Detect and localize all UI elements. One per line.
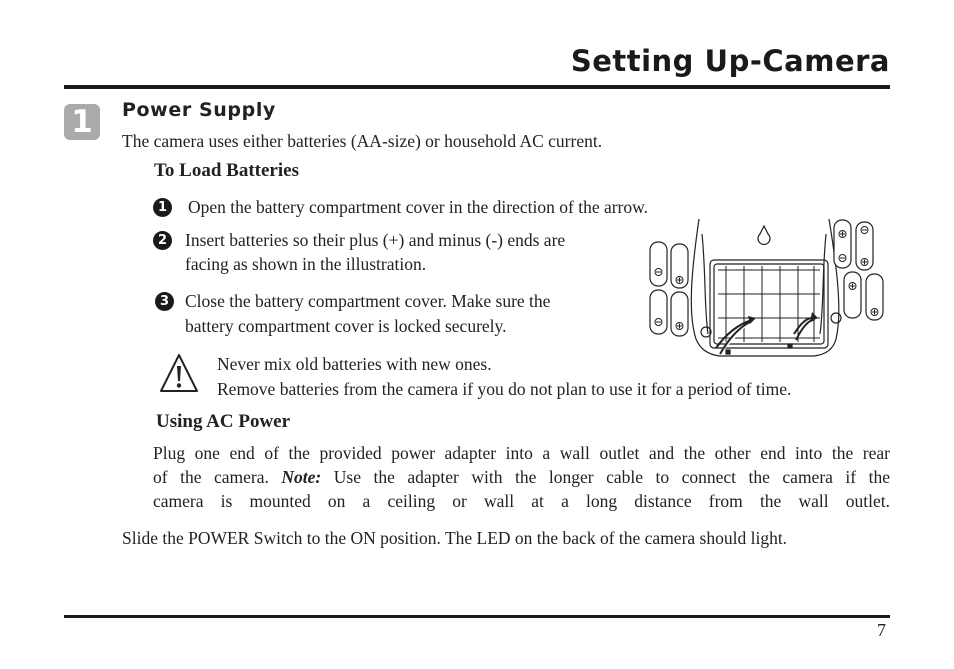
- ac-power-line-2-post: Use the adapter with the longer cable to connect the camera if the: [321, 467, 891, 487]
- warning-line-2: Remove batteries from the camera if you do not plan to use it for a period of time.: [217, 379, 792, 399]
- step-2-number: 2: [153, 231, 172, 250]
- step-3-text-line1: Close the battery compartment cover. Make sure the: [185, 291, 551, 311]
- header-rule: [64, 85, 890, 89]
- page-title: Setting Up-Camera: [570, 44, 890, 78]
- page-number: 7: [877, 620, 886, 640]
- battery-compartment-illustration: [636, 214, 896, 374]
- section-title: Power Supply: [122, 99, 276, 121]
- step-2-text-line1: Insert batteries so their plus (+) and minus (-) ends are: [185, 230, 566, 250]
- ac-power-line-2: [153, 465, 890, 489]
- note-label: Note:: [281, 467, 322, 487]
- ac-power-paragraph: [153, 441, 890, 513]
- step-3-number: 3: [155, 292, 174, 311]
- ac-power-heading: Using AC Power: [156, 411, 291, 432]
- section-number-badge: 1: [64, 104, 100, 140]
- power-switch-instruction: Slide the POWER Switch to the ON position. The LED on the back of the camera should light.: [122, 528, 788, 548]
- load-batteries-heading: To Load Batteries: [154, 160, 299, 181]
- step-1-number: 1: [153, 198, 172, 217]
- step-2-text-line2: facing as shown in the illustration.: [185, 254, 427, 274]
- step-3-text-line2: battery compartment cover is locked securely.: [185, 316, 507, 336]
- ac-power-line-3: camera is mounted on a ceiling or wall at a long distance from the wall outlet.: [153, 491, 890, 511]
- section-intro: The camera uses either batteries (AA-size) or household AC current.: [122, 131, 603, 151]
- footer-rule: [64, 615, 890, 618]
- ac-power-line-2-pre: of the camera.: [153, 467, 282, 487]
- step-1-text: Open the battery compartment cover in the direction of the arrow.: [188, 197, 649, 217]
- warning-line-1: Never mix old batteries with new ones.: [217, 354, 492, 374]
- warning-icon: [158, 352, 200, 394]
- ac-power-line-1: Plug one end of the provided power adapter into a wall outlet and the other end into the rear: [153, 443, 890, 463]
